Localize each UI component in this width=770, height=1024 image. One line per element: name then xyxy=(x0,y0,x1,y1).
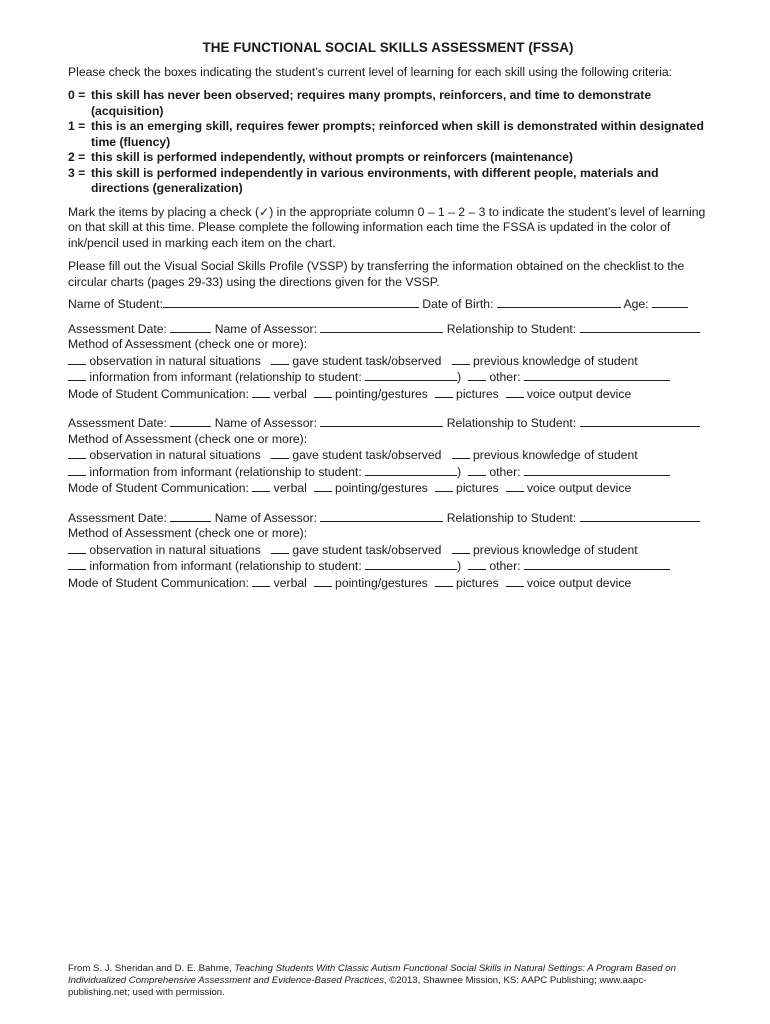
voice-output-checkbox[interactable] xyxy=(506,386,524,398)
informant-close: ) xyxy=(457,559,462,573)
vssp-instructions: Please fill out the Visual Social Skills Profile (VSSP) by transferring the information obtained on the checklist to the circular charts (pages 29-33) using the directions given for the VSSP. xyxy=(68,259,685,289)
pictures-checkbox[interactable] xyxy=(435,480,453,492)
criterion-text: this skill is performed independently, without prompts or reinforcers (maintenance) xyxy=(91,150,573,164)
task-checkbox[interactable] xyxy=(271,353,289,365)
criterion-number: 3 = xyxy=(68,165,86,180)
assessor-name-field[interactable] xyxy=(320,321,443,333)
verbal-checkbox[interactable] xyxy=(252,386,270,398)
method-label: Method of Assessment (check one or more): xyxy=(68,526,308,540)
pictures-checkbox[interactable] xyxy=(435,386,453,398)
method-label: Method of Assessment (check one or more): xyxy=(68,337,308,351)
student-name-label: Name of Student: xyxy=(68,297,163,311)
informant-label: information from informant (relationship to student: xyxy=(89,559,362,573)
voice-output-checkbox[interactable] xyxy=(506,575,524,587)
communication-mode-label: Mode of Student Communication: xyxy=(68,481,249,495)
communication-mode-label: Mode of Student Communication: xyxy=(68,386,249,401)
criterion-number: 2 = xyxy=(68,150,86,164)
criterion-1 xyxy=(68,119,708,150)
informant-label: information from informant (relationship to student: xyxy=(89,464,362,479)
pointing-checkbox[interactable] xyxy=(314,480,332,492)
assessor-name-label: Name of Assessor: xyxy=(214,416,317,430)
assessor-name-label: Name of Assessor: xyxy=(214,510,317,525)
pointing-label: pointing/gestures xyxy=(335,481,428,495)
communication-mode-line xyxy=(68,386,708,403)
pictures-label: pictures xyxy=(456,386,499,401)
student-info-line xyxy=(68,296,708,313)
relationship-field[interactable] xyxy=(580,510,700,522)
observation-checkbox[interactable] xyxy=(68,542,86,554)
assessment-block-2 xyxy=(68,415,708,497)
other-label: other: xyxy=(489,370,521,384)
citation-footer xyxy=(68,963,700,1000)
intro-text: Please check the boxes indicating the student’s current level of learning for each skill using the following criteria: xyxy=(68,64,673,79)
method-options-line xyxy=(68,353,708,370)
task-checkbox[interactable] xyxy=(271,542,289,554)
criterion-number: 0 = xyxy=(68,88,86,102)
task-label: gave student task/observed xyxy=(292,353,442,368)
assessment-date-field[interactable] xyxy=(170,510,211,522)
criterion-number: 1 = xyxy=(68,119,86,133)
informant-checkbox[interactable] xyxy=(68,558,86,570)
knowledge-label: previous knowledge of student xyxy=(472,353,638,368)
knowledge-checkbox[interactable] xyxy=(452,447,470,459)
relationship-label: Relationship to Student: xyxy=(446,510,577,525)
criterion-text: this skill has never been observed; requires many prompts, reinforcers, and time to demonstrate (acquisition) xyxy=(91,88,652,118)
communication-mode-line xyxy=(68,575,708,592)
pointing-label: pointing/gestures xyxy=(335,575,428,590)
criterion-2 xyxy=(68,150,708,166)
other-checkbox[interactable] xyxy=(468,464,486,476)
verbal-label: verbal xyxy=(273,386,307,401)
observation-label: observation in natural situations xyxy=(89,542,261,557)
knowledge-label: previous knowledge of student xyxy=(472,542,638,557)
dob-field[interactable] xyxy=(497,296,621,308)
knowledge-checkbox[interactable] xyxy=(452,353,470,365)
observation-checkbox[interactable] xyxy=(68,447,86,459)
assessor-name-label: Name of Assessor: xyxy=(214,321,317,336)
observation-label: observation in natural situations xyxy=(89,353,261,368)
observation-label: observation in natural situations xyxy=(89,448,261,462)
verbal-label: verbal xyxy=(273,481,307,495)
method-options-line xyxy=(68,542,708,559)
task-label: gave student task/observed xyxy=(292,448,442,462)
voice-output-checkbox[interactable] xyxy=(506,480,524,492)
method-label: Method of Assessment (check one or more): xyxy=(68,431,308,446)
informant-relationship-field[interactable] xyxy=(365,558,457,570)
communication-mode-line xyxy=(68,480,708,497)
assessor-name-field[interactable] xyxy=(320,415,443,427)
pointing-checkbox[interactable] xyxy=(314,575,332,587)
pictures-checkbox[interactable] xyxy=(435,575,453,587)
citation-book-title: Teaching Students With Classic Autism Functional Social Skills in Natural Settings: A Program Based on Individualized Comprehensive Assessment and Evidence-Based Practices xyxy=(68,963,676,987)
pointing-checkbox[interactable] xyxy=(314,386,332,398)
relationship-field[interactable] xyxy=(580,321,700,333)
other-label: other: xyxy=(489,464,521,479)
assessment-block-3 xyxy=(68,510,708,592)
assessment-date-label: Assessment Date: xyxy=(68,416,167,430)
assessment-date-field[interactable] xyxy=(170,321,211,333)
citation-prefix: From S. J. Sheridan and D. E. Bahme, xyxy=(68,963,235,974)
criterion-3 xyxy=(68,166,708,197)
assessment-date-label: Assessment Date: xyxy=(68,321,167,336)
observation-checkbox[interactable] xyxy=(68,353,86,365)
pictures-label: pictures xyxy=(456,575,499,590)
pictures-label: pictures xyxy=(456,481,499,495)
verbal-label: verbal xyxy=(273,575,307,590)
page-title: THE FUNCTIONAL SOCIAL SKILLS ASSESSMENT (FSSA) xyxy=(202,40,574,55)
other-label: other: xyxy=(489,559,521,573)
informant-relationship-field[interactable] xyxy=(365,464,457,476)
knowledge-label: previous knowledge of student xyxy=(472,448,638,462)
relationship-label: Relationship to Student: xyxy=(446,321,577,336)
voice-output-label: voice output device xyxy=(526,386,632,401)
criterion-text: this skill is performed independently in various environments, with different people, materials and directions (generalization) xyxy=(91,165,659,195)
fssa-form xyxy=(68,40,708,591)
task-label: gave student task/observed xyxy=(292,542,442,557)
other-field[interactable] xyxy=(524,464,670,476)
other-checkbox[interactable] xyxy=(468,558,486,570)
other-field[interactable] xyxy=(524,369,670,381)
communication-mode-label: Mode of Student Communication: xyxy=(68,575,249,590)
informant-label: information from informant (relationship to student: xyxy=(89,370,362,384)
verbal-checkbox[interactable] xyxy=(252,575,270,587)
criterion-0 xyxy=(68,88,708,119)
age-label: Age: xyxy=(623,297,649,311)
relationship-label: Relationship to Student: xyxy=(446,416,577,430)
age-field[interactable] xyxy=(652,296,688,308)
citation-suffix: , ©2013, Shawnee Mission, KS: AAPC Publishing; www.aapc-publishing.net; used with permission. xyxy=(68,975,647,999)
informant-line xyxy=(68,558,708,575)
verbal-checkbox[interactable] xyxy=(252,480,270,492)
mark-instructions: Mark the items by placing a check (✓) in the appropriate column 0 – 1 – 2 – 3 to indicate the student’s level of learning on that skill at this time. Please complete the following information each time the FSSA is updated in the color of ink/pencil used in marking each item on the chart. xyxy=(68,204,706,250)
assessment-date-field[interactable] xyxy=(170,415,211,427)
informant-checkbox[interactable] xyxy=(68,464,86,476)
assessment-block-1 xyxy=(68,321,708,403)
knowledge-checkbox[interactable] xyxy=(452,542,470,554)
informant-close: ) xyxy=(457,370,462,384)
assessment-header-line xyxy=(68,510,708,527)
other-field[interactable] xyxy=(524,558,670,570)
other-checkbox[interactable] xyxy=(468,369,486,381)
pointing-label: pointing/gestures xyxy=(335,386,428,401)
assessment-header-line xyxy=(68,415,708,432)
method-options-line xyxy=(68,447,708,464)
task-checkbox[interactable] xyxy=(271,447,289,459)
informant-relationship-field[interactable] xyxy=(365,369,457,381)
assessor-name-field[interactable] xyxy=(320,510,443,522)
relationship-field[interactable] xyxy=(580,415,700,427)
voice-output-label: voice output device xyxy=(526,481,632,495)
informant-line xyxy=(68,464,708,481)
informant-close: ) xyxy=(457,464,462,479)
informant-line xyxy=(68,369,708,386)
criterion-text: this is an emerging skill, requires fewer prompts; reinforced when skill is demonstrated within designated time (fluency) xyxy=(91,119,704,149)
voice-output-label: voice output device xyxy=(526,575,632,590)
assessment-header-line xyxy=(68,321,708,338)
dob-label: Date of Birth: xyxy=(422,297,494,311)
informant-checkbox[interactable] xyxy=(68,369,86,381)
assessment-date-label: Assessment Date: xyxy=(68,510,167,525)
student-name-field[interactable] xyxy=(163,296,419,308)
